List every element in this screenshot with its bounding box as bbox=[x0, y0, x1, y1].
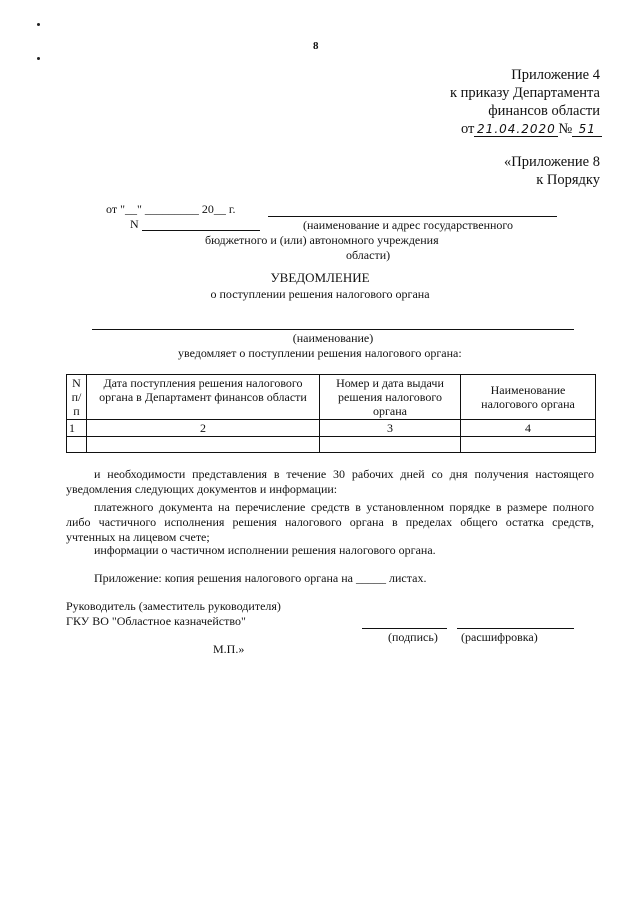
signer-role-line-2: ГКУ ВО "Областное казначейство" bbox=[66, 614, 246, 628]
order-number-label: № bbox=[558, 121, 573, 137]
attachment-line: Приложение: копия решения налогового органа на _____ листах. bbox=[94, 571, 427, 585]
appendix-8-title: «Приложение 8 bbox=[504, 154, 600, 170]
decoding-line bbox=[457, 628, 574, 629]
date-line: от "__" _________ 20__ г. bbox=[106, 202, 236, 216]
table-cell bbox=[461, 437, 596, 453]
document-subtitle: о поступлении решения налогового органа bbox=[210, 287, 430, 301]
decoding-caption: (расшифровка) bbox=[461, 630, 538, 644]
paragraph-2: платежного документа на перечисление средств в установленном порядке в размере полного либо частичного исполнения решения налогового органа в пределах общего остатка средств, учтенных на лицевом счете; bbox=[66, 500, 594, 544]
paragraph-1: и необходимости представления в течение 30 рабочих дней со дня получения настоящего уведомления следующих документов и информации: bbox=[66, 467, 594, 496]
decision-table bbox=[66, 374, 596, 453]
document-title: УВЕДОМЛЕНИЕ bbox=[270, 270, 370, 285]
signature-caption: (подпись) bbox=[388, 630, 438, 644]
order-date-handwritten: 21.04.2020 bbox=[474, 122, 558, 137]
table-cell bbox=[87, 437, 320, 453]
table-cell: 3 bbox=[320, 420, 461, 437]
order-reference: к приказу Департамента bbox=[449, 85, 600, 101]
order-date-line bbox=[461, 121, 602, 138]
name-caption: (наименование) bbox=[292, 331, 374, 345]
stamp-placeholder: М.П.» bbox=[213, 642, 245, 656]
order-prefix: от bbox=[461, 121, 475, 137]
department-name: финансов области bbox=[488, 103, 600, 119]
header-cell-number: N п/п bbox=[67, 375, 87, 420]
header-cell-decision-number-date: Номер и дата выдачи решения налогового органа bbox=[320, 375, 461, 420]
institution-caption-1: (наименование и адрес государственного bbox=[303, 218, 514, 232]
institution-caption-2: бюджетного и (или) автономного учреждения bbox=[205, 233, 439, 247]
table-cell bbox=[67, 437, 87, 453]
number-line bbox=[142, 230, 260, 231]
institution-line bbox=[268, 216, 557, 217]
table-header-row bbox=[67, 375, 596, 420]
number-label: N bbox=[130, 217, 139, 231]
paragraph-3: информации о частичном исполнении решения налогового органа. bbox=[94, 543, 436, 557]
table-cell: 4 bbox=[461, 420, 596, 437]
procedure-reference: к Порядку bbox=[536, 172, 600, 188]
appendix-4-title: Приложение 4 bbox=[511, 67, 600, 83]
page-number: 8 bbox=[313, 40, 319, 52]
institution-caption-3: области) bbox=[346, 248, 391, 262]
table-row bbox=[67, 437, 596, 453]
table-cell: 2 bbox=[87, 420, 320, 437]
order-number-handwritten: 51 bbox=[572, 122, 602, 137]
notify-line: уведомляет о поступлении решения налогового органа: bbox=[178, 346, 462, 360]
header-cell-tax-authority: Наименование налогового органа bbox=[461, 375, 596, 420]
name-line bbox=[92, 329, 574, 330]
table-cell: 1 bbox=[67, 420, 87, 437]
table-row bbox=[67, 420, 596, 437]
scan-speck bbox=[37, 57, 40, 60]
signature-line bbox=[362, 628, 447, 629]
header-cell-receipt-date: Дата поступления решения налогового органа в Департамент финансов области bbox=[87, 375, 320, 420]
table-cell bbox=[320, 437, 461, 453]
signer-role-line-1: Руководитель (заместитель руководителя) bbox=[66, 599, 281, 613]
scan-speck bbox=[37, 23, 40, 26]
